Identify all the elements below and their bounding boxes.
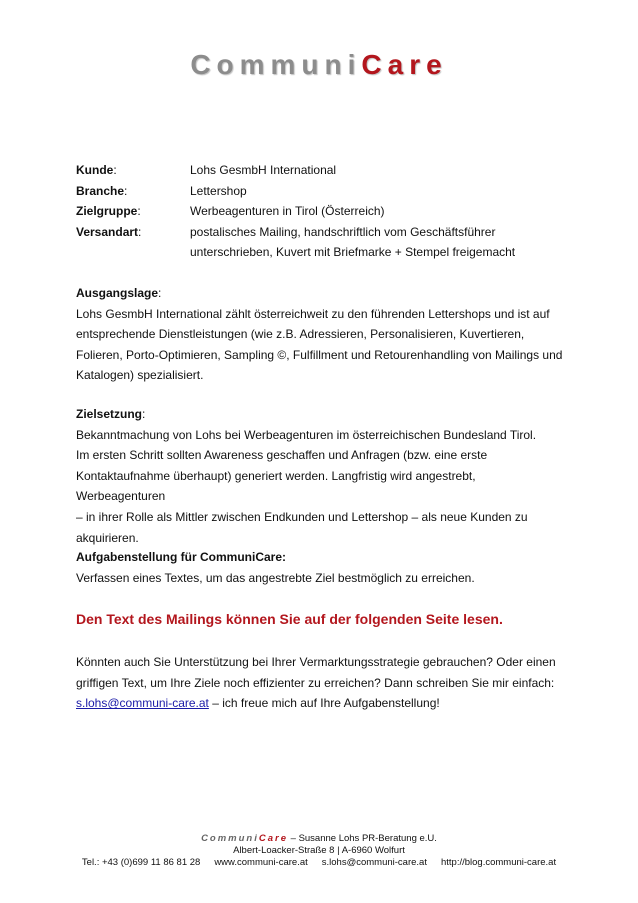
meta-key: Branche: [76, 183, 125, 198]
page-footer: [0, 833, 638, 869]
section-ausgangslage: Ausgangslage: Lohs GesmbH International zählt österreichweit zu den führenden Lettershops und ist auf entsprechende Dienstleistungen (wie z.B. Adressieren, Personalisieren, Kuvertieren, Folieren, Porto-Optimieren, Sampling ©, Fulfillment und Retourenhandling von Mailings und Katalogen) spezialisiert.: [76, 283, 566, 386]
footer-email[interactable]: s.lohs@communi-care.at: [321, 857, 427, 868]
paragraph-line: Könnten auch Sie Unterstützung bei Ihrer Vermarktungsstrategie gebrauchen? Oder einen: [76, 655, 556, 669]
section-aufgabenstellung: [76, 547, 566, 588]
paragraph-line: Kontaktaufnahme überhaupt) generiert werden. Langfristig wird angestrebt, Werbeagenturen: [76, 468, 476, 504]
paragraph-line: Katalogen) spezialisiert.: [76, 368, 204, 383]
meta-key: Versandart: [76, 224, 139, 239]
meta-value: Lohs GesmbH International: [190, 163, 337, 177]
meta-key: Kunde: [76, 163, 114, 177]
meta-key: Zielgruppe: [76, 204, 138, 219]
section-heading: Aufgabenstellung für CommuniCare:: [76, 550, 287, 564]
logo-part-care: Care: [361, 49, 448, 80]
section-heading: Zielsetzung: [76, 407, 143, 421]
paragraph-line: Folieren, Porto-Optimieren, Sampling ©, Fulfillment und Retourenhandling von Mailings und: [76, 347, 563, 362]
communicare-logo: [0, 48, 638, 82]
project-meta-table: [76, 160, 576, 263]
meta-row-zielgruppe: Zielgruppe: Werbeagenturen in Tirol (Österreich): [76, 201, 576, 222]
footer-phone: Tel.: +43 (0)699 11 86 81 28: [81, 857, 201, 868]
section-zielsetzung: Zielsetzung: Bekanntmachung von Lohs bei Werbeagenturen im österreichischen Bundesland Tirol. Im ersten Schritt sollten Awareness geschaffen und Anfragen (bzw. eine erste Kontaktaufnahme überhaupt) generiert werden. Langfristig wird angestrebt, Werbeagenturen – in ihrer Rolle als Mittler zwischen Endkunden und Lettershop – als neue Kunden zu akquirieren.: [76, 404, 566, 548]
paragraph-line: entsprechende Dienstleistungen (wie z.B. Adressieren, Personalisieren, Kuvertieren,: [76, 327, 525, 342]
footer-owner: – Susanne Lohs PR-Beratung e.U.: [290, 833, 437, 844]
footer-blog[interactable]: http://blog.communi-care.at: [440, 857, 557, 868]
paragraph-line: Bekanntmachung von Lohs bei Werbeagenturen im österreichischen Bundesland Tirol.: [76, 427, 537, 442]
footer-brand: CommuniCare: [201, 833, 288, 844]
meta-value: Lettershop: [190, 183, 247, 198]
paragraph-line: akquirieren.: [76, 530, 139, 545]
email-link[interactable]: s.lohs@communi-care.at: [76, 696, 209, 711]
section-heading: Ausgangslage: [76, 286, 159, 300]
mailing-notice: Den Text des Mailings können Sie auf der folgenden Seite lesen.: [76, 611, 503, 627]
footer-contact: [0, 857, 638, 869]
logo-part-communi: Communi: [190, 49, 362, 80]
paragraph-line: Verfassen eines Textes, um das angestrebte Ziel bestmöglich zu erreichen.: [76, 570, 475, 585]
paragraph-line: griffigen Text, um Ihre Ziele noch effizienter zu erreichen? Dann schreiben Sie mir einfach:: [76, 675, 555, 690]
meta-value: postalisches Mailing, handschriftlich vom Geschäftsführer unterschrieben, Kuvert mit Briefmarke + Stempel freigemacht: [190, 224, 516, 260]
paragraph-line: – in ihrer Rolle als Mittler zwischen Endkunden und Lettershop – als neue Kunden zu: [76, 509, 528, 524]
section-closing: [76, 652, 566, 714]
footer-website[interactable]: www.communi-care.at: [214, 857, 308, 868]
meta-row-versandart: Versandart: postalisches Mailing, handschriftlich vom Geschäftsführer unterschrieben, Kuvert mit Briefmarke + Stempel freigemacht: [76, 222, 576, 263]
paragraph-line: Im ersten Schritt sollten Awareness geschaffen und Anfragen (bzw. eine erste: [76, 448, 488, 463]
meta-value: Werbeagenturen in Tirol (Österreich): [190, 204, 385, 219]
closing-text: – ich freue mich auf Ihre Aufgabenstellung!: [208, 696, 440, 711]
meta-row-branche: Branche: Lettershop: [76, 181, 576, 202]
meta-row-kunde: Kunde: Lohs GesmbH International: [76, 160, 576, 181]
footer-address: Albert-Loacker-Straße 8 | A-6960 Wolfurt: [233, 845, 405, 856]
paragraph-line: Lohs GesmbH International zählt österreichweit zu den führenden Lettershops und ist auf: [76, 306, 550, 321]
